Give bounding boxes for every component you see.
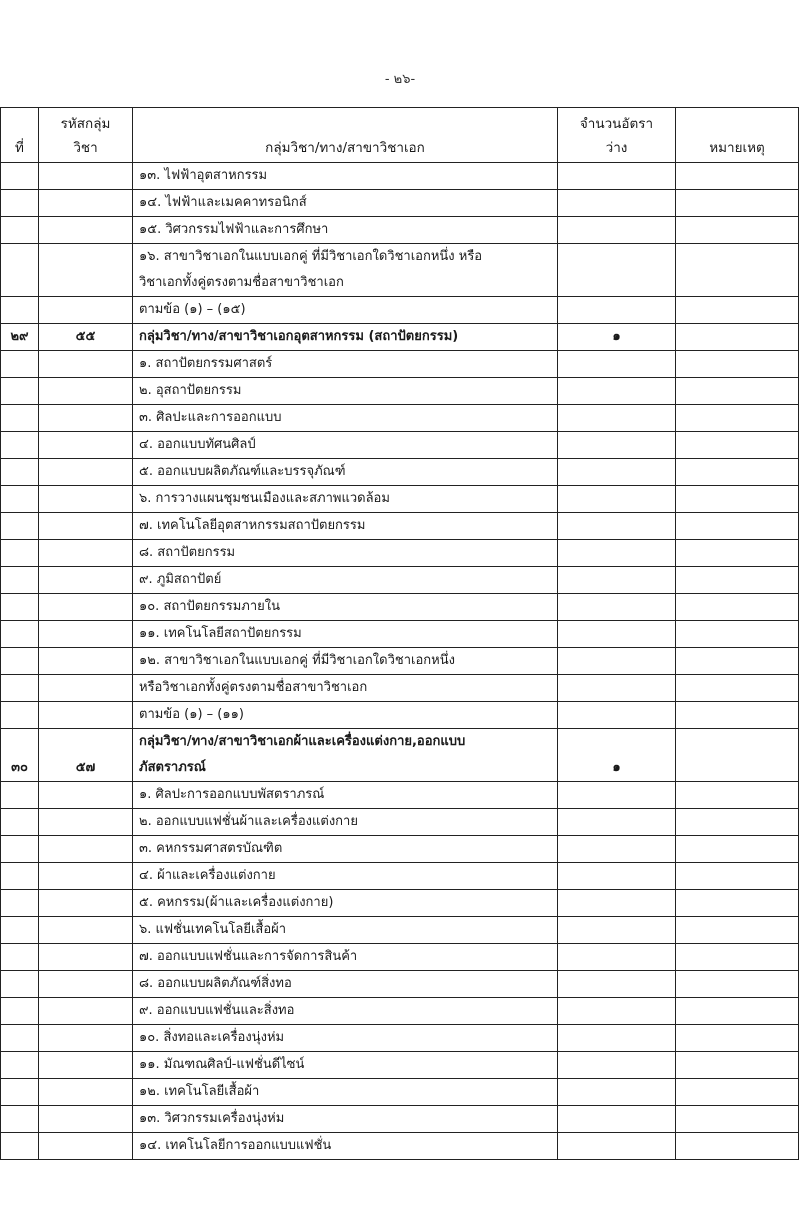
major-item: ๑๓. วิศวกรรมเครื่องนุ่งห่ม [133, 1106, 558, 1133]
table-row [1, 621, 799, 648]
table-row [1, 971, 799, 998]
group-row [1, 324, 799, 351]
major-item: ๕. คหกรรม(ผ้าและเครื่องแต่งกาย) [133, 890, 558, 917]
header-count-line1: จำนวนอัตรา [579, 116, 654, 132]
header-count [558, 108, 676, 163]
major-item: ๑๔. ไฟฟ้าและเมคคาทรอนิกส์ [133, 190, 558, 217]
table-header-row [1, 108, 799, 163]
major-item: ๑๐. สถาปัตยกรรมภายใน [133, 594, 558, 621]
major-item: ๗. เทคโนโลยีอุตสาหกรรมสถาปัตยกรรม [133, 513, 558, 540]
header-code-line2: วิชา [73, 140, 98, 156]
table-row [1, 702, 799, 729]
major-item: ๔. ผ้าและเครื่องแต่งกาย [133, 863, 558, 890]
major-item: ๘. ออกแบบผลิตภัณฑ์สิ่งทอ [133, 971, 558, 998]
table-row [1, 944, 799, 971]
table-row [1, 648, 799, 675]
table-row [1, 1133, 799, 1160]
group-note [676, 729, 799, 782]
group-count: ๑ [558, 324, 676, 351]
table-row [1, 459, 799, 486]
table-row [1, 836, 799, 863]
header-no: ที่ [1, 108, 39, 163]
table-row [1, 809, 799, 836]
table-row [1, 432, 799, 459]
major-item: ๒. ออกแบบแฟชั่นผ้าและเครื่องแต่งกาย [133, 809, 558, 836]
table-row [1, 1079, 799, 1106]
major-item: ๘. สถาปัตยกรรม [133, 540, 558, 567]
header-note: หมายเหตุ [676, 108, 799, 163]
major-item: ๒. อุสถาปัตยกรรม [133, 378, 558, 405]
major-item: ๑. สถาปัตยกรรมศาสตร์ [133, 351, 558, 378]
major-item: ๑๔. เทคโนโลยีการออกแบบแฟชั่น [133, 1133, 558, 1160]
major-item: ๓. คหกรรมศาสตรบัณฑิต [133, 836, 558, 863]
major-item: ๙. ภูมิสถาปัตย์ [133, 567, 558, 594]
vacancy-table [0, 107, 799, 1160]
group-code: ๕๗ [39, 729, 133, 782]
table-row [1, 917, 799, 944]
major-item: ๑๓. ไฟฟ้าอุตสาหกรรม [133, 163, 558, 190]
major-item: ๑๑. มัณฑณศิลป์-แฟชั่นดีไซน์ [133, 1052, 558, 1079]
major-item: ๑๐. สิ่งทอและเครื่องนุ่งห่ม [133, 1025, 558, 1052]
major-item: ๑. ศิลปะการออกแบบพัสตราภรณ์ [133, 782, 558, 809]
table-row [1, 540, 799, 567]
group-title [133, 729, 558, 782]
major-item: ๑๕. วิศวกรรมไฟฟ้าและการศึกษา [133, 217, 558, 244]
table-row [1, 244, 799, 297]
major-item: ๑๒. เทคโนโลยีเสื้อผ้า [133, 1079, 558, 1106]
major-item: ๗. ออกแบบแฟชั่นและการจัดการสินค้า [133, 944, 558, 971]
table-row [1, 567, 799, 594]
table-row [1, 217, 799, 244]
table-row [1, 998, 799, 1025]
group-title: กลุ่มวิชา/ทาง/สาขาวิชาเอกอุตสาหกรรม (สถาปัตยกรรม) [133, 324, 558, 351]
major-item: ๙. ออกแบบแฟชั่นและสิ่งทอ [133, 998, 558, 1025]
table-row [1, 1052, 799, 1079]
page-number: - ๒๖- [384, 72, 416, 87]
table-row [1, 675, 799, 702]
table-row [1, 297, 799, 324]
major-item: ๕. ออกแบบผลิตภัณฑ์และบรรจุภัณฑ์ [133, 459, 558, 486]
group-title-line2: ภัสตราภรณ์ [139, 760, 206, 775]
major-item: ๖. แฟชั่นเทคโนโลยีเสื้อผ้า [133, 917, 558, 944]
table-row [1, 782, 799, 809]
major-item-continuation: ตามข้อ (๑) – (๑๑) [133, 702, 558, 729]
group-row [1, 729, 799, 782]
table-row [1, 1106, 799, 1133]
group-count: ๑ [558, 729, 676, 782]
major-item: ตามข้อ (๑) – (๑๕) [133, 297, 558, 324]
major-item: ๑๒. สาขาวิชาเอกในแบบเอกคู่ ที่มีวิชาเอกใดวิชาเอกหนึ่ง [133, 648, 558, 675]
table-row [1, 594, 799, 621]
table-row [1, 863, 799, 890]
major-item-line2: วิชาเอกทั้งคู่ตรงตามชื่อสาขาวิชาเอก [139, 275, 344, 290]
header-count-line2: ว่าง [605, 140, 628, 156]
table-row [1, 190, 799, 217]
header-name: กลุ่มวิชา/ทาง/สาขาวิชาเอก [133, 108, 558, 163]
major-item: ๓. ศิลปะและการออกแบบ [133, 405, 558, 432]
table-row [1, 378, 799, 405]
group-title-line1: กลุ่มวิชา/ทาง/สาขาวิชาเอกผ้าและเครื่องแต่งกาย,ออกแบบ [139, 734, 466, 749]
major-item-continuation: หรือวิชาเอกทั้งคู่ตรงตามชื่อสาขาวิชาเอก [133, 675, 558, 702]
major-item [133, 244, 558, 297]
table-row [1, 405, 799, 432]
major-item: ๑๑. เทคโนโลยีสถาปัตยกรรม [133, 621, 558, 648]
table-row [1, 163, 799, 190]
major-item: ๖. การวางแผนชุมชนเมืองและสภาพแวดล้อม [133, 486, 558, 513]
table-row [1, 890, 799, 917]
group-no: ๒๙ [1, 324, 39, 351]
header-code-line1: รหัสกลุ่ม [60, 116, 111, 132]
major-item: ๔. ออกแบบทัศนศิลป์ [133, 432, 558, 459]
header-code [39, 108, 133, 163]
group-no: ๓๐ [1, 729, 39, 782]
table-row [1, 513, 799, 540]
table-row [1, 1025, 799, 1052]
major-item-line1: ๑๖. สาขาวิชาเอกในแบบเอกคู่ ที่มีวิชาเอกใดวิชาเอกหนึ่ง หรือ [139, 249, 483, 264]
group-code: ๕๕ [39, 324, 133, 351]
table-row [1, 486, 799, 513]
group-note [676, 324, 799, 351]
table-row [1, 351, 799, 378]
